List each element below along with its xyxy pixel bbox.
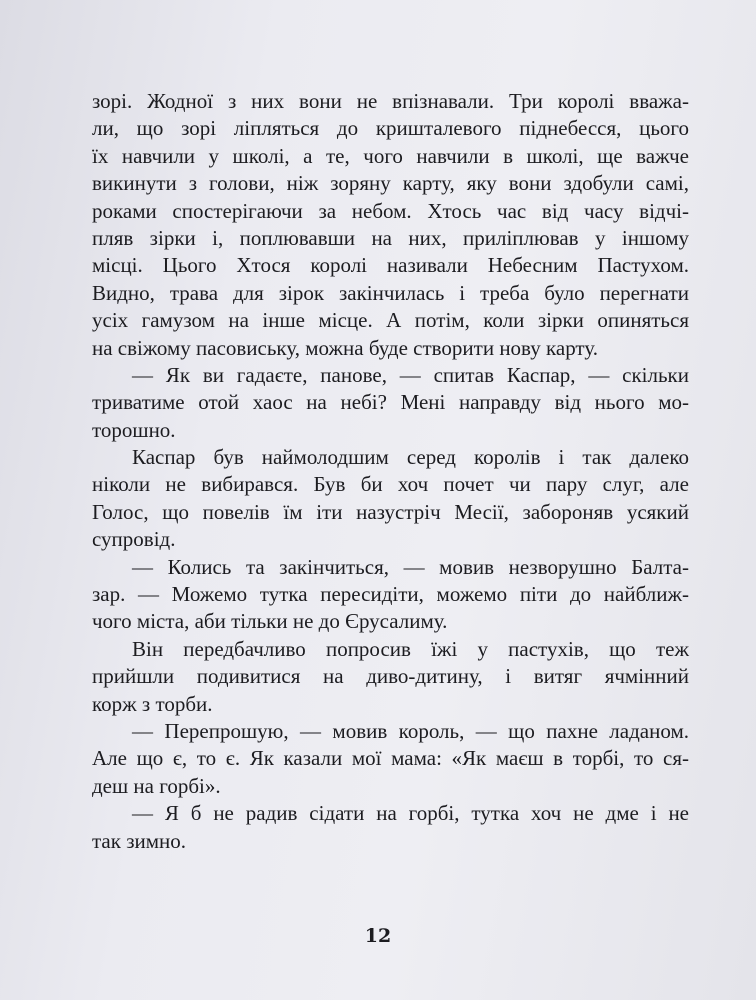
text-line: Голос, що повелів їм іти назустріч Месії, забороняв усякий — [92, 499, 689, 524]
text-line: ніколи не вибирався. Був би хоч почет чи пару слуг, але — [92, 472, 689, 497]
paragraph — [92, 362, 689, 444]
paragraph — [92, 636, 689, 718]
text-line: на свіжому пасовиську, можна буде створити нову карту. — [92, 335, 598, 360]
text-line: — Перепрошую, — мовив король, — що пахне ладаном. — [132, 718, 689, 743]
paragraph — [92, 444, 689, 554]
text-line: Він передбачливо попросив їжі у пастухів, що теж — [132, 636, 689, 661]
text-line: Каспар був наймолодшим серед королів і так далеко — [132, 445, 689, 470]
text-line: корж з торби. — [92, 691, 213, 716]
text-line: усіх гамузом на інше місце. А потім, коли зірки опиняться — [92, 308, 689, 333]
text-line: викинути з голови, ніж зоряну карту, яку вони здобули самі, — [92, 171, 689, 196]
text-line: зар. — Можемо тутка пересидіти, можемо піти до найближ- — [92, 582, 689, 607]
text-line: Але що є, то є. Як казали мої мама: «Як маєш в торбі, то ся- — [92, 746, 689, 771]
paragraph — [92, 554, 689, 636]
paragraph — [92, 88, 689, 362]
text-line: їх навчили у школі, а те, чого навчили в школі, ще важче — [92, 143, 689, 168]
text-line: — Як ви гадаєте, панове, — спитав Каспар, — скільки — [132, 362, 689, 387]
page-number: 12 — [364, 925, 392, 947]
text-line: пляв зірки і, поплювавши на них, приліплював у іншому — [92, 225, 689, 250]
text-line: — Я б не радив сідати на горбі, тутка хоч не дме і не — [132, 801, 689, 826]
paragraph — [92, 718, 689, 800]
text-line: так зимно. — [92, 828, 187, 853]
text-line: деш на горбі». — [92, 773, 221, 798]
text-line: Видно, трава для зірок закінчилась і треба було перегнати — [92, 280, 689, 305]
body-text — [92, 88, 689, 855]
text-line: супровід. — [92, 527, 176, 552]
text-line: торошно. — [92, 417, 176, 442]
text-line: триватиме отой хаос на небі? Мені направду від нього мо- — [92, 390, 689, 415]
text-line: — Колись та закінчиться, — мовив незворушно Балта- — [132, 554, 689, 579]
paragraph — [92, 800, 689, 855]
text-line: ли, що зорі ліпляться до кришталевого піднебесся, цього — [92, 116, 689, 141]
text-line: місці. Цього Хтося королі називали Небесним Пастухом. — [92, 253, 689, 278]
text-line: роками спостерігаючи за небом. Хтось час від часу відчі- — [92, 198, 689, 223]
text-line: чого міста, аби тільки не до Єрусалиму. — [92, 609, 448, 634]
text-line: прийшли подивитися на диво-дитину, і витяг ячмінний — [92, 664, 689, 689]
text-line: зорі. Жодної з них вони не впізнавали. Три королі вважа- — [92, 89, 689, 113]
